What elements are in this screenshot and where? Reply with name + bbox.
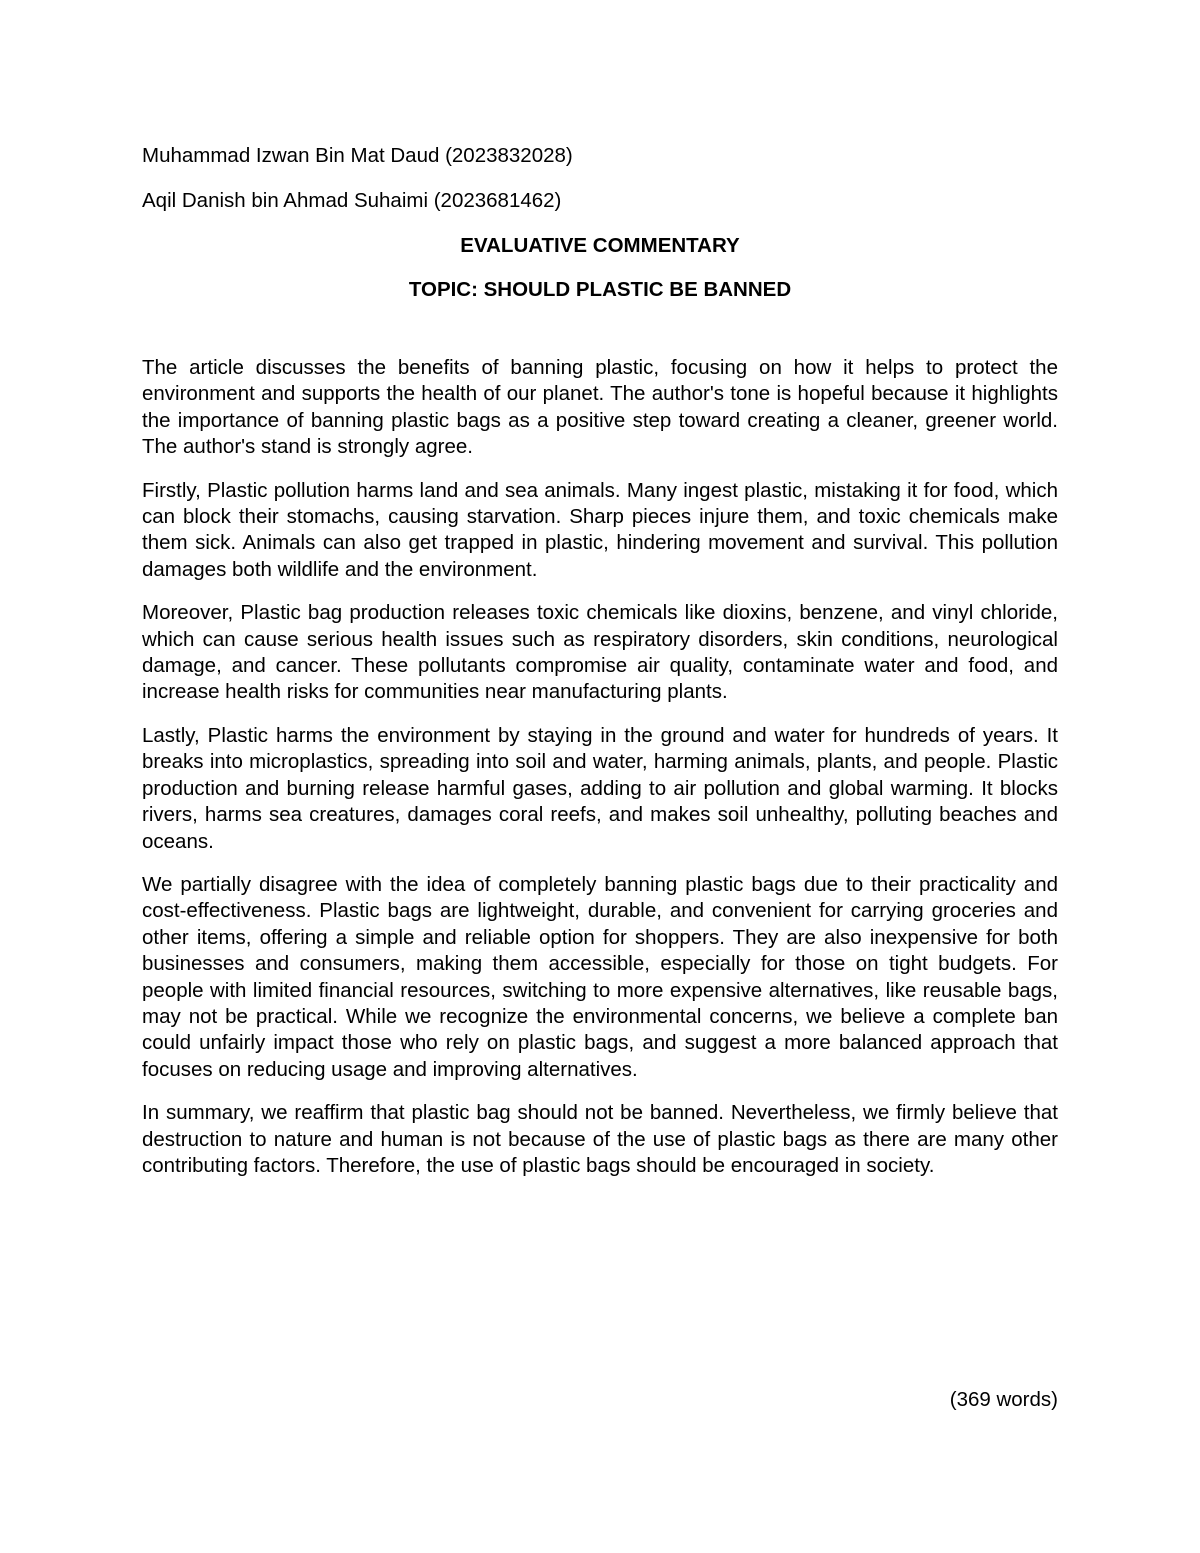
paragraph-environment: Lastly, Plastic harms the environment by staying in the ground and water for hundreds of years. It breaks into microplastics, spreading into soil and water, harming animals, plants, and people. Plastic production and burning release harmful gases, adding to air pollution and global warming. It blocks rivers, harms sea creatures, damages coral reefs, and makes soil unhealthy, polluting beaches and oceans. xyxy=(142,723,1058,853)
paragraph-introduction: The article discusses the benefits of banning plastic, focusing on how it helps to protect the environment and supports the health of our planet. The author's tone is hopeful because it highlights the importance of banning plastic bags as a positive step toward creating a cleaner, greener world. The author's stand is strongly agree. xyxy=(142,356,1058,459)
paragraph-animals: Firstly, Plastic pollution harms land and sea animals. Many ingest plastic, mistaking it for food, which can block their stomachs, causing starvation. Sharp pieces injure them, and toxic chemicals make them sick. Animals can also get trapped in plastic, hindering movement and survival. This pollution damages both wildlife and the environment. xyxy=(142,478,1058,581)
author-line-1: Muhammad Izwan Bin Mat Daud (2023832028) xyxy=(142,144,573,167)
paragraph-health: Moreover, Plastic bag production releases toxic chemicals like dioxins, benzene, and vinyl chloride, which can cause serious health issues such as respiratory disorders, skin conditions, neurological damage, and cancer. These pollutants compromise air quality, contaminate water and food, and increase health risks for communities near manufacturing plants. xyxy=(142,601,1058,704)
document-body xyxy=(142,142,1058,1179)
topic-title: TOPIC: SHOULD PLASTIC BE BANNED xyxy=(408,278,792,301)
word-count: (369 words) xyxy=(949,1388,1058,1411)
author-line-2: Aqil Danish bin Ahmad Suhaimi (2023681462) xyxy=(142,189,562,212)
paragraph-disagreement: We partially disagree with the idea of completely banning plastic bags due to their practicality and cost-effectiveness. Plastic bags are lightweight, durable, and convenient for carrying groceries and other items, offering a simple and reliable option for shoppers. They are also inexpensive for both businesses and consumers, making them accessible, especially for those on tight budgets. For people with limited financial resources, switching to more expensive alternatives, like reusable bags, may not be practical. While we recognize the environmental concerns, we believe a complete ban could unfairly impact those who rely on plastic bags, and suggest a more balanced approach that focuses on reducing usage and improving alternatives. xyxy=(142,872,1058,1081)
paragraph-summary: In summary, we reaffirm that plastic bag should not be banned. Nevertheless, we firmly believe that destruction to nature and human is not because of the use of plastic bags as there are many other contributing factors. Therefore, the use of plastic bags should be encouraged in society. xyxy=(142,1101,1058,1177)
section-heading: EVALUATIVE COMMENTARY xyxy=(460,234,740,257)
